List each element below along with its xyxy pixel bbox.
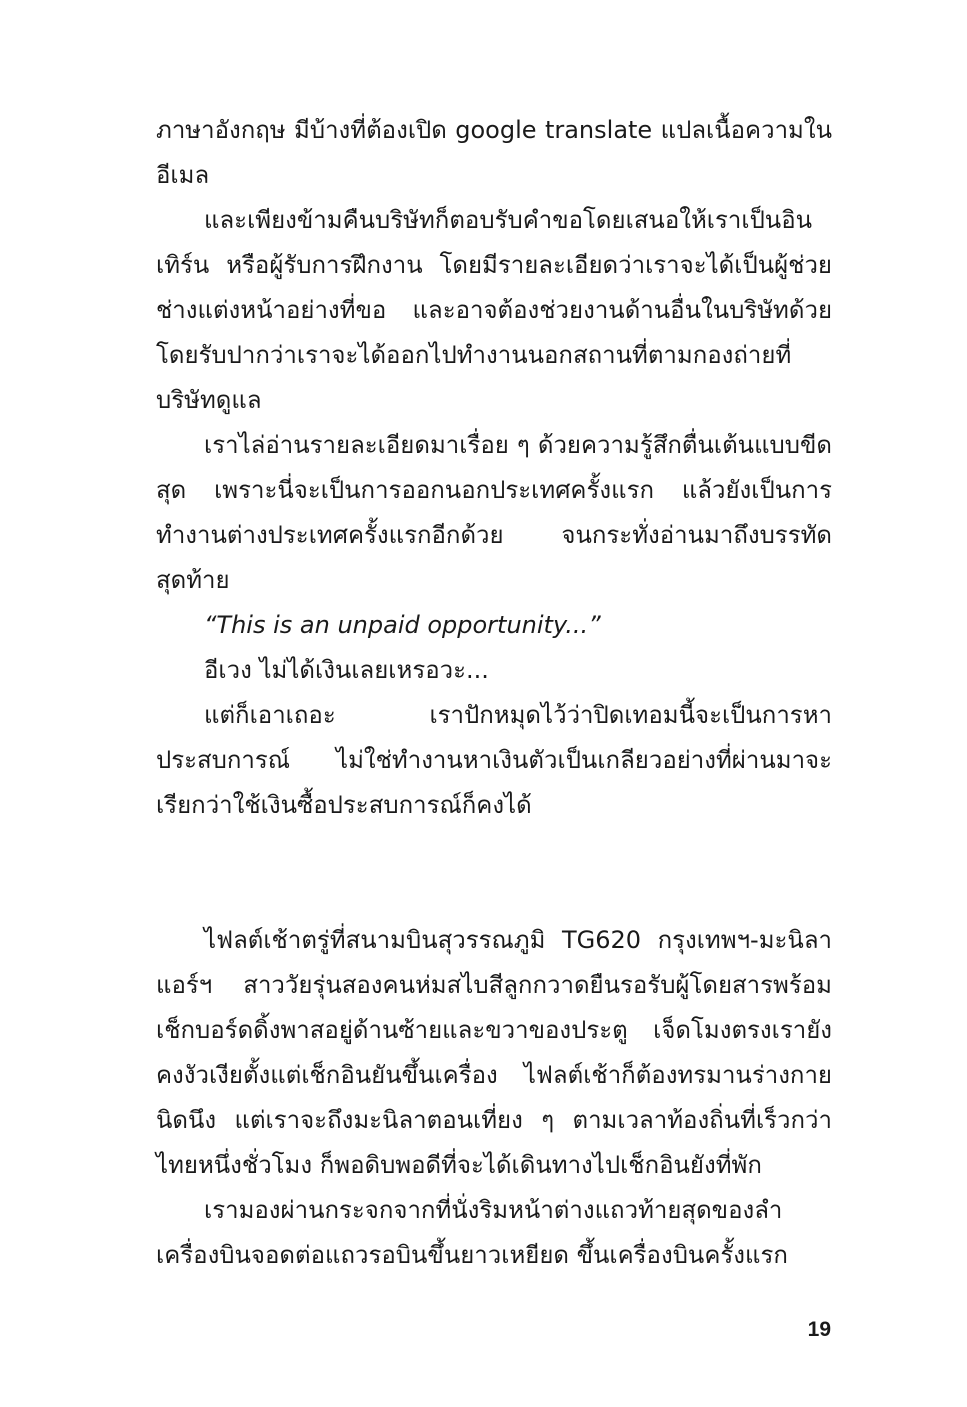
paragraph-flight: ไฟลต์เช้าตรู่ที่สนามบินสุวรรณภูมิ TG620 กรุงเทพฯ-มะนิลาแอร์ฯ สาววัยรุ่นสองคนห่มสไบสีลูกกวาดยืนรอรับผู้โดยสารพร้อมเช็กบอร์ดดิ้งพาสอยู่ด้านซ้ายและขวาของประตู เจ็ดโมงตรงเรายังคงงัวเงียตั้งแต่เช็กอินยันขึ้นเครื่อง ไฟลต์เช้าก็ต้องทรมานร่างกายนิดนึง แต่เราจะถึงมะนิลาตอนเที่ยง ๆ ตามเวลาท้องถิ่นที่เร็วกว่าไทยหนึ่งชั่วโมง ก็พอดิบพอดีที่จะได้เดินทางไปเช็กอินยังที่พัก	[156, 926, 832, 1179]
paragraph-internship-offer: และเพียงข้ามคืนบริษัทก็ตอบรับคำขอโดยเสนอให้เราเป็นอินเทิร์น หรือผู้รับการฝึกงาน โดยมีรายละเอียดว่าเราจะได้เป็นผู้ช่วยช่างแต่งหน้าอย่างที่ขอ และอาจต้องช่วยงานด้านอื่นในบริษัทด้วย โดยรับปากว่าเราจะได้ออกไปทำงานนอกสถานที่ตามกองถ่ายที่บริษัทดูแล	[156, 206, 832, 414]
paragraph-reading-details: เราไล่อ่านรายละเอียดมาเรื่อย ๆ ด้วยความรู้สึกตื่นเต้นแบบขีดสุด เพราะนี่จะเป็นการออกนอกประเทศครั้งแรก แล้วยังเป็นการทำงานต่างประเทศครั้งแรกอีกด้วย จนกระทั่งอ่านมาถึงบรรทัดสุดท้าย	[156, 431, 832, 594]
page-body	[156, 108, 832, 1278]
quoted-english-line: “This is an unpaid opportunity...”	[204, 611, 601, 639]
page-number: 19	[807, 1318, 831, 1341]
paragraph-decision: แต่ก็เอาเถอะ เราปักหมุดไว้ว่าปิดเทอมนี้จะเป็นการหาประสบการณ์ ไม่ใช่ทำงานหาเงินตัวเป็นเกลียวอย่างที่ผ่านมาจะเรียกว่าใช้เงินซื้อประสบการณ์ก็คงได้	[156, 701, 832, 819]
paragraph-reaction: อีเวง ไม่ได้เงินเลยเหรอวะ...	[204, 656, 489, 684]
paragraph-window-view: เรามองผ่านกระจกจากที่นั่งริมหน้าต่างแถวท้ายสุดของลำเครื่องบินจอดต่อแถวรอบินขึ้นยาวเหยียด ขึ้นเครื่องบินครั้งแรก	[156, 1196, 788, 1269]
section-break	[156, 828, 832, 918]
paragraph-continuation: ภาษาอังกฤษ มีบ้างที่ต้องเปิด google translate แปลเนื้อความในอีเมล	[156, 116, 832, 189]
